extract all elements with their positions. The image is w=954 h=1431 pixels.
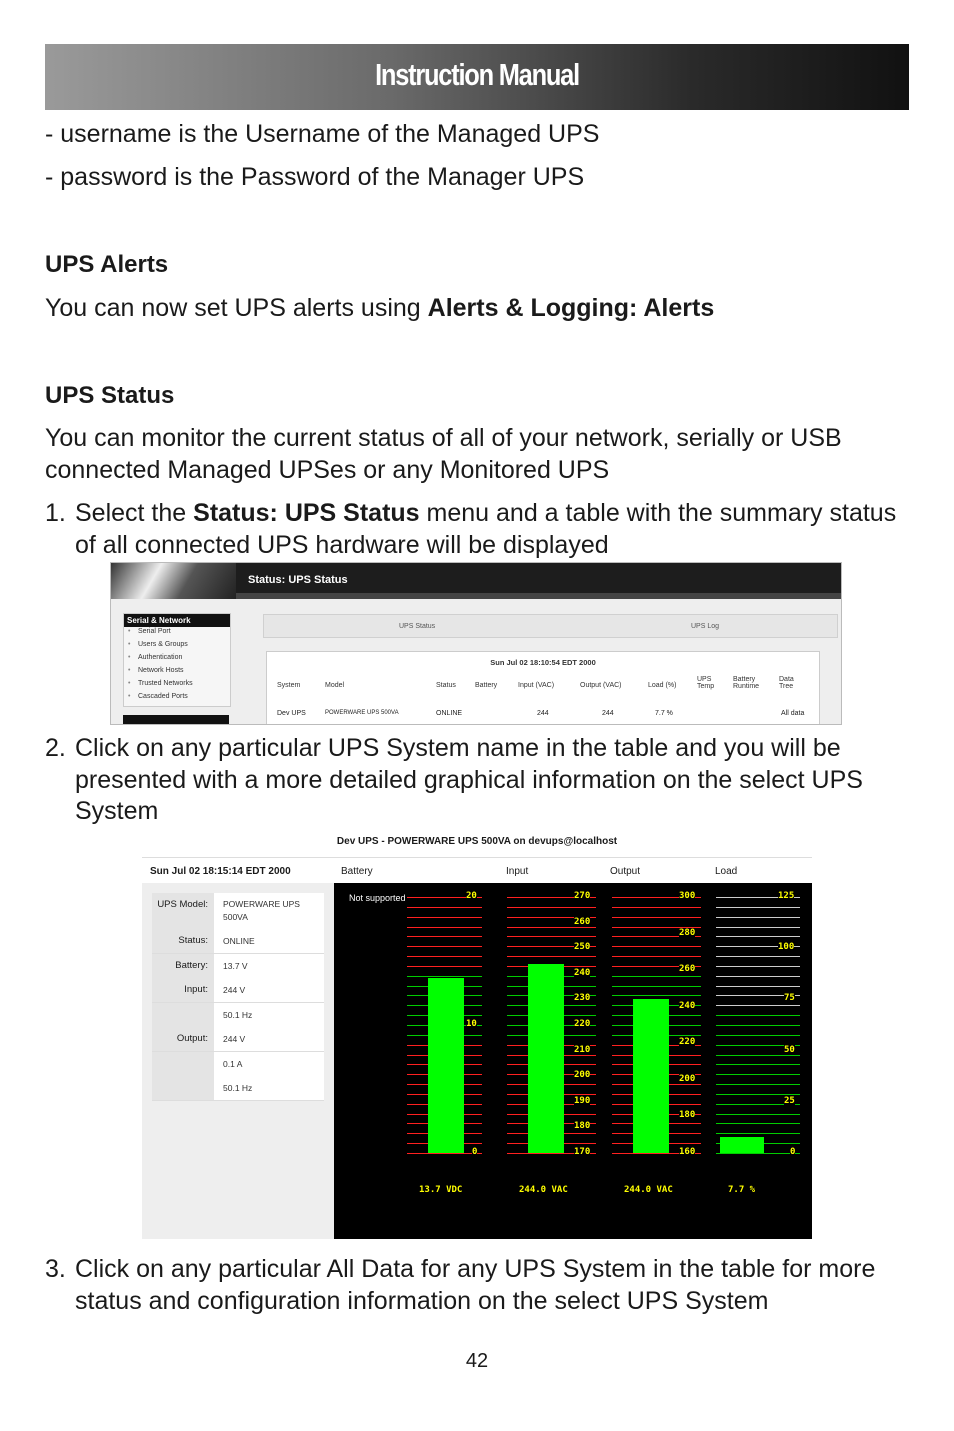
gauge-bar [528, 964, 564, 1153]
col-battery: Battery [475, 682, 498, 689]
gauge-tick-label: 220 [679, 1037, 696, 1048]
step-2 [45, 733, 909, 828]
info-key [152, 1052, 214, 1076]
info-row [152, 954, 324, 979]
info-row [152, 1003, 324, 1028]
gauge-gridline [407, 917, 482, 918]
tab-battery: Battery [341, 866, 373, 877]
ups-detail-screenshot [142, 827, 812, 1239]
screenshot-title: Status: UPS Status [248, 574, 348, 586]
sidebar-item-serial-port[interactable]: • Serial Port [124, 627, 230, 640]
gauge-gridline [716, 1084, 800, 1085]
tab-output: Output [610, 866, 641, 877]
page-number: 42 [465, 1350, 489, 1372]
gauge-tick-label: 180 [679, 1110, 696, 1121]
gauge-gridline [716, 1064, 800, 1065]
gauge-bar [720, 1137, 764, 1153]
col-model: Model [325, 682, 345, 689]
tab-input: Input [506, 866, 529, 877]
info-row [152, 978, 324, 1003]
gauge-gridline [716, 936, 800, 937]
gauge-gridline [612, 995, 701, 996]
gauge-tick-label: 180 [574, 1121, 591, 1132]
gauge-tick-label: 230 [574, 993, 591, 1004]
gauge-tick-label: 240 [679, 1000, 696, 1011]
step-1 [45, 498, 909, 561]
info-row [152, 893, 324, 930]
gauge-gridline [716, 1015, 800, 1016]
tab-load: Load [715, 866, 738, 877]
row-output: 244 [602, 710, 614, 717]
gauge-gridline [407, 907, 482, 908]
info-value: POWERWARE UPS 500VA [223, 899, 300, 922]
col-data-tree: Data Tree [779, 676, 794, 690]
gauge-gridline [716, 1005, 800, 1006]
gauge-tick-label: 190 [574, 1095, 591, 1106]
gauge-tick-label: 10 [466, 1019, 477, 1029]
row-system[interactable]: Dev UPS [277, 710, 306, 717]
gauge-tick-label: 20 [466, 891, 477, 901]
sidebar-item-network-hosts[interactable]: • Network Hosts [124, 666, 230, 679]
gauge-gridline [407, 946, 482, 947]
row-input: 244 [537, 710, 549, 717]
row-model: POWERWARE UPS 500VA [325, 710, 399, 716]
gauge-gridline [716, 1025, 800, 1026]
step-number: 1. [45, 499, 66, 527]
col-output: Output (VAC) [580, 682, 622, 689]
info-key [152, 1003, 214, 1027]
gauge-gridline [407, 936, 482, 937]
gauge-gridline [612, 917, 701, 918]
info-row [152, 929, 324, 954]
gauge-tick-label: 240 [574, 967, 591, 978]
info-row [152, 1052, 324, 1077]
sidebar-item-trusted-networks[interactable]: • Trusted Networks [124, 679, 230, 692]
gauge-tick-label: 25 [784, 1095, 795, 1106]
detail-date: Sun Jul 02 18:15:14 EDT 2000 [150, 866, 291, 877]
info-key: Input: [152, 978, 214, 1002]
intro-password: - password is the Password of the Manager UPS [45, 163, 585, 191]
sidebar-item-authentication[interactable]: • Authentication [124, 653, 230, 666]
ups-status-heading: UPS Status [45, 382, 175, 409]
gauge-tick-label: 200 [574, 1070, 591, 1081]
tab-ups-status[interactable]: UPS Status [399, 623, 436, 630]
ups-alerts-text [45, 292, 714, 324]
step-3 [45, 1254, 909, 1317]
sidebar-next-section [123, 715, 229, 725]
logo-image [111, 563, 236, 599]
gauge-tick-label: 250 [574, 942, 591, 953]
tab-ups-log[interactable]: UPS Log [691, 623, 720, 630]
gauge-tick-label: 260 [574, 916, 591, 927]
gauge-gridline [507, 956, 596, 957]
gauge-gridline [716, 1055, 800, 1056]
info-row [152, 1027, 324, 1052]
gauge-gridline [716, 1074, 800, 1075]
gauge-gridline [612, 986, 701, 987]
header-bar [236, 593, 841, 599]
row-status: ONLINE [436, 710, 463, 717]
gauge-gridline [407, 976, 482, 977]
gauge-gridline [716, 1035, 800, 1036]
ups-status-text: You can monitor the current status of all of your network, serially or USB connected Managed UPSes or any Monitored UPS [45, 424, 842, 484]
col-system: System [277, 682, 301, 689]
row-load: 7.7 % [655, 710, 673, 717]
gauge-tick-label: 75 [784, 993, 795, 1004]
gauge-tick-label: 260 [679, 964, 696, 975]
step-1-post: menu and a table with the summary status of all connected UPS hardware will be displayed [75, 499, 897, 559]
gauge-tick-label: 100 [778, 942, 795, 953]
gauge-gridline [716, 1153, 800, 1154]
gauge-tick-label: 300 [679, 891, 696, 901]
gauge-panel [334, 883, 812, 1239]
intro-username: - username is the Username of the Managed UPS [45, 120, 600, 148]
gauge-gridline [507, 927, 596, 928]
step-1-menu: Status: UPS Status [193, 499, 420, 527]
screenshot-title: Dev UPS - POWERWARE UPS 500VA on devups@localhost [142, 827, 812, 857]
gauge-gridline [716, 1114, 800, 1115]
sidebar-menu [123, 613, 231, 707]
gauge-gridline [716, 927, 800, 928]
gauge-gridline [716, 907, 800, 908]
gauge-tick-label: 50 [784, 1044, 795, 1055]
gauge-bar [633, 999, 669, 1153]
table-date: Sun Jul 02 18:10:54 EDT 2000 [490, 658, 596, 667]
gauge-gridline [716, 917, 800, 918]
gauge-gridline [716, 1094, 800, 1095]
step-number: 3. [45, 1255, 66, 1283]
gauge-gridline [407, 966, 482, 967]
info-value: 13.7 V [223, 961, 248, 971]
gauge-gridline [612, 907, 701, 908]
gauge-gridline [612, 976, 701, 977]
alerts-menu-path: Alerts & Logging: Alerts [427, 294, 715, 322]
ups-status-screenshot [110, 562, 842, 725]
gauge-gridline [407, 956, 482, 957]
gauge-gridline [407, 1153, 482, 1154]
gauge-tick-label: 0 [790, 1147, 796, 1157]
col-status: Status [436, 682, 456, 689]
step-2-text: Click on any particular UPS System name in the table and you will be presented with a more detailed graphical information on the select UPS System [75, 734, 863, 825]
gauge-gridline [716, 986, 800, 987]
detail-header-row [142, 857, 812, 884]
sidebar-heading: Serial & Network [124, 614, 230, 627]
gauge-tick-label: 0 [472, 1147, 478, 1157]
gauge-tick-label: 125 [778, 891, 795, 901]
gauge-gridline [612, 946, 701, 947]
info-key: Output: [152, 1027, 214, 1051]
ups-status-table [266, 651, 820, 725]
info-value: ONLINE [223, 936, 255, 946]
sidebar-item-cascaded-ports[interactable]: • Cascaded Ports [124, 692, 230, 705]
row-all-data-link[interactable]: All data [781, 710, 805, 717]
gauge-gridline [716, 1133, 800, 1134]
gauge-tick-label: 160 [679, 1147, 696, 1157]
gauge-gridline [716, 966, 800, 967]
col-input: Input (VAC) [518, 682, 555, 689]
info-key [152, 1076, 214, 1100]
info-key: Battery: [152, 954, 214, 978]
gauge-gridline [716, 976, 800, 977]
col-battery-runtime: Battery Runtime [733, 676, 760, 690]
ups-alerts-heading: UPS Alerts [45, 251, 169, 278]
info-key: UPS Model: [152, 893, 214, 929]
col-load: Load (%) [648, 682, 677, 689]
info-value: 244 V [223, 1034, 246, 1044]
info-value: 0.1 A [223, 1059, 243, 1069]
alerts-text: You can now set UPS alerts using [45, 294, 428, 322]
gauge-gridline [407, 927, 482, 928]
info-key: Status: [152, 929, 214, 953]
gauge-gridline [716, 1123, 800, 1124]
info-value: 244 V [223, 985, 246, 995]
step-3-text: Click on any particular All Data for any UPS System in the table for more status and configuration information on the select UPS System [75, 1255, 876, 1315]
gauge-readout: 7.7 % [728, 1185, 756, 1195]
gauge-bar [428, 978, 464, 1153]
info-value: 50.1 Hz [223, 1010, 253, 1020]
info-row [152, 1076, 324, 1101]
sidebar-item-users-groups[interactable]: • Users & Groups [124, 640, 230, 653]
gauge-gridline [507, 907, 596, 908]
header-banner [45, 44, 909, 110]
gauge-gridline [612, 956, 701, 957]
info-value: 50.1 Hz [223, 1083, 253, 1093]
ups-info-panel [142, 883, 334, 1239]
gauge-tick-label: 270 [574, 891, 591, 901]
gauge-gridline [716, 956, 800, 957]
gauge-tick-label: 170 [574, 1147, 591, 1157]
col-ups-temp: UPS Temp [697, 676, 715, 690]
gauge-tick-label: 220 [574, 1019, 591, 1029]
gauge-readout: 13.7 VDC [419, 1185, 463, 1195]
gauge-tick-label: 210 [574, 1044, 591, 1055]
page-header-title: Instruction Manual [375, 57, 579, 92]
gauge-readout: 244.0 VAC [624, 1185, 673, 1195]
step-1-pre: Select the [75, 499, 194, 527]
gauge-tick-label: 280 [679, 927, 696, 938]
gauge-tick-label: 200 [679, 1073, 696, 1084]
tab-bar [263, 614, 838, 638]
not-supported-label: Not supported [349, 893, 406, 903]
gauge-readout: 244.0 VAC [519, 1185, 568, 1195]
gauge-gridline [507, 936, 596, 937]
step-number: 2. [45, 734, 66, 762]
